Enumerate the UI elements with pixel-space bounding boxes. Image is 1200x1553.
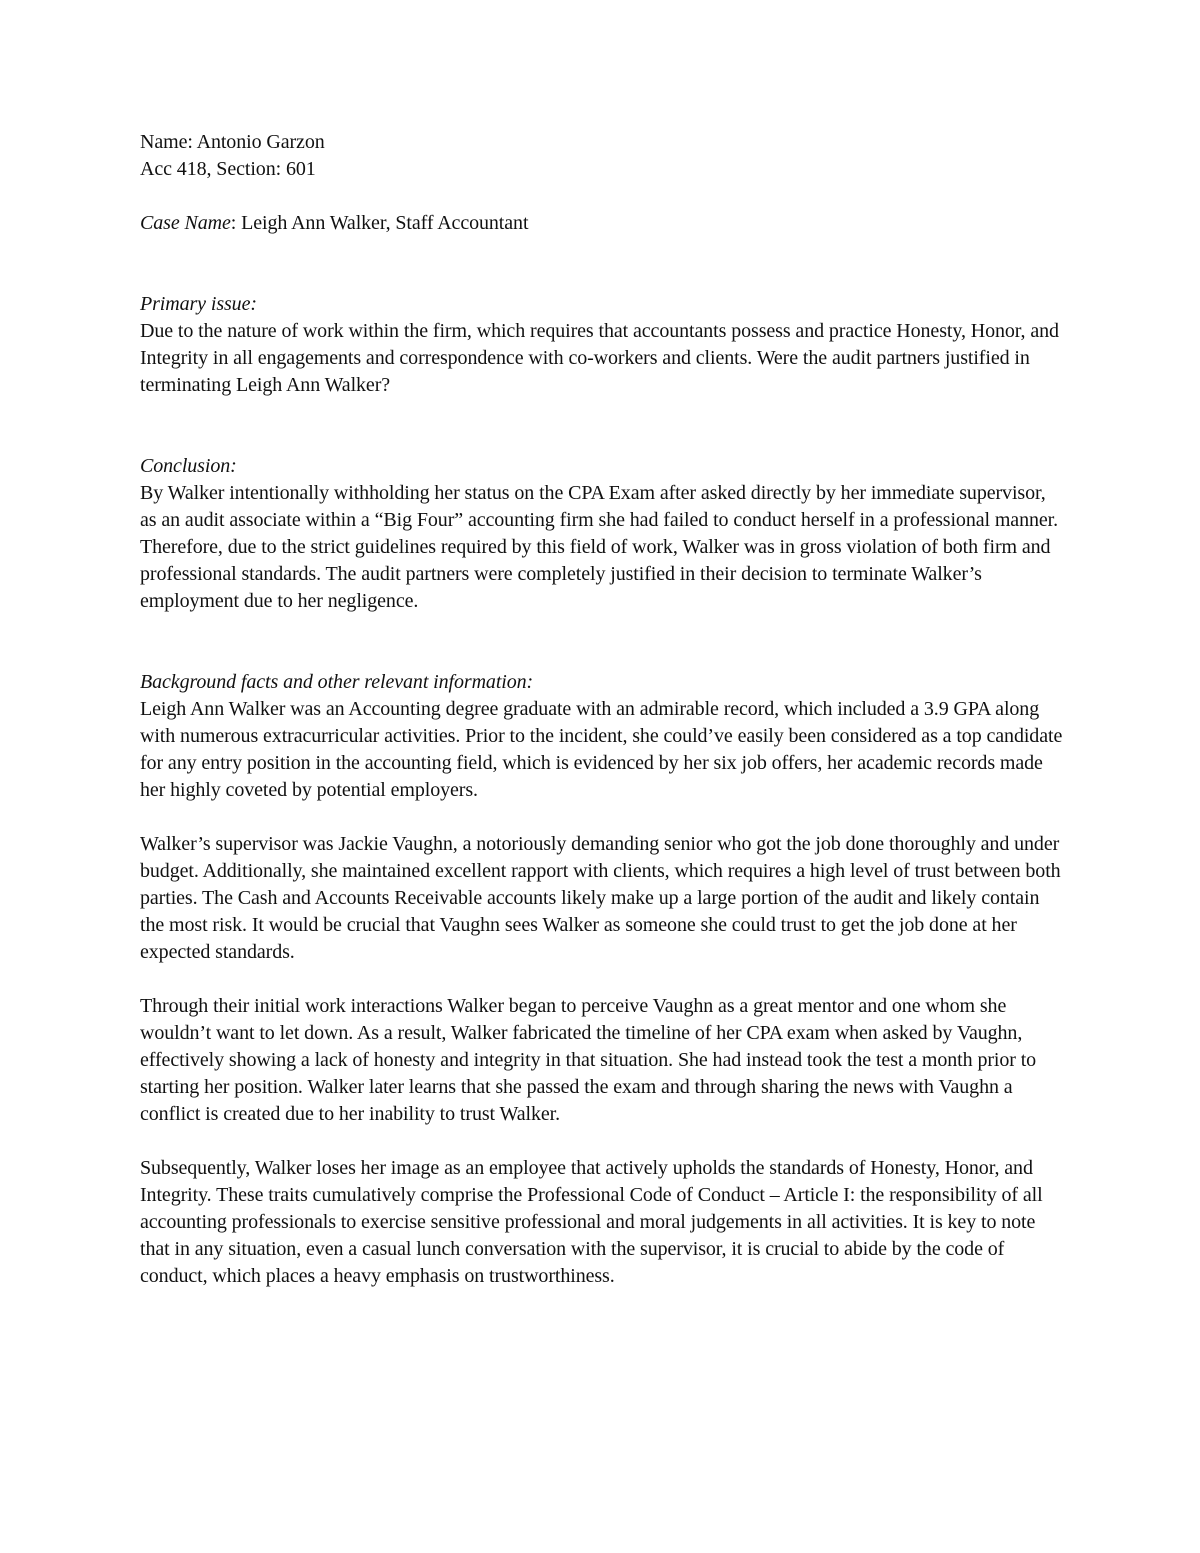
spacer [140,615,1065,669]
document-body [140,129,1065,1290]
course-section: Acc 418, Section: 601 [140,158,316,180]
background-heading: Background facts and other relevant information: [140,671,534,693]
background-paragraph: Through their initial work interactions Walker began to perceive Vaughn as a great mentor and one whom she wouldn’t want to let down. As a result, Walker fabricated the timeline of her CPA exam when asked by Vaughn, effectively showing a lack of honesty and integrity in that situation. She had instead took the test a month prior to starting her position. Walker later learns that she passed the exam and through sharing the news with Vaughn a conflict is created due to her inability to trust Walker. [140,995,1037,1125]
primary-issue-heading: Primary issue: [140,293,257,315]
case-name-line [140,210,1065,237]
spacer [140,183,1065,210]
spacer [140,966,1065,993]
conclusion-text: By Walker intentionally withholding her status on the CPA Exam after asked directly by her immediate supervisor, as an audit associate within a “Big Four” accounting firm she had failed to conduct herself in a professional manner. Therefore, due to the strict guidelines required by this field of work, Walker was in gross violation of both firm and professional standards. The audit partners were completely justified in their decision to terminate Walker’s employment due to her negligence. [140,482,1059,612]
background-paragraph: Subsequently, Walker loses her image as an employee that actively upholds the standards of Honesty, Honor, and Integrity. These traits cumulatively comprise the Professional Code of Conduct – Article I: the responsibility of all accounting professionals to exercise sensitive professional and moral judgements in all activities. It is key to note that in any situation, even a casual lunch conversation with the supervisor, it is crucial to abide by the code of conduct, which places a heavy emphasis on trustworthiness. [140,1157,1043,1287]
student-name: Name: Antonio Garzon [140,131,325,153]
case-name-value: : Leigh Ann Walker, Staff Accountant [230,212,529,234]
spacer [140,804,1065,831]
spacer [140,399,1065,453]
spacer [140,237,1065,291]
spacer [140,1128,1065,1155]
background-paragraph: Walker’s supervisor was Jackie Vaughn, a notoriously demanding senior who got the job done thoroughly and under budget. Additionally, she maintained excellent rapport with clients, which requires a high level of trust between both parties. The Cash and Accounts Receivable accounts likely make up a large portion of the audit and likely contain the most risk. It would be crucial that Vaughn sees Walker as someone she could trust to get the job done at her expected standards. [140,833,1061,963]
primary-issue-text: Due to the nature of work within the firm, which requires that accountants possess and practice Honesty, Honor, and Integrity in all engagements and correspondence with co-workers and clients. Were the audit partners justified in terminating Leigh Ann Walker? [140,320,1059,396]
conclusion-heading: Conclusion: [140,455,237,477]
background-paragraph: Leigh Ann Walker was an Accounting degree graduate with an admirable record, which included a 3.9 GPA along with numerous extracurricular activities. Prior to the incident, she could’ve easily been considered as a top candidate for any entry position in the accounting field, which is evidenced by her six job offers, her academic records made her highly coveted by potential employers. [140,698,1063,801]
case-name-label: Case Name [140,212,231,234]
